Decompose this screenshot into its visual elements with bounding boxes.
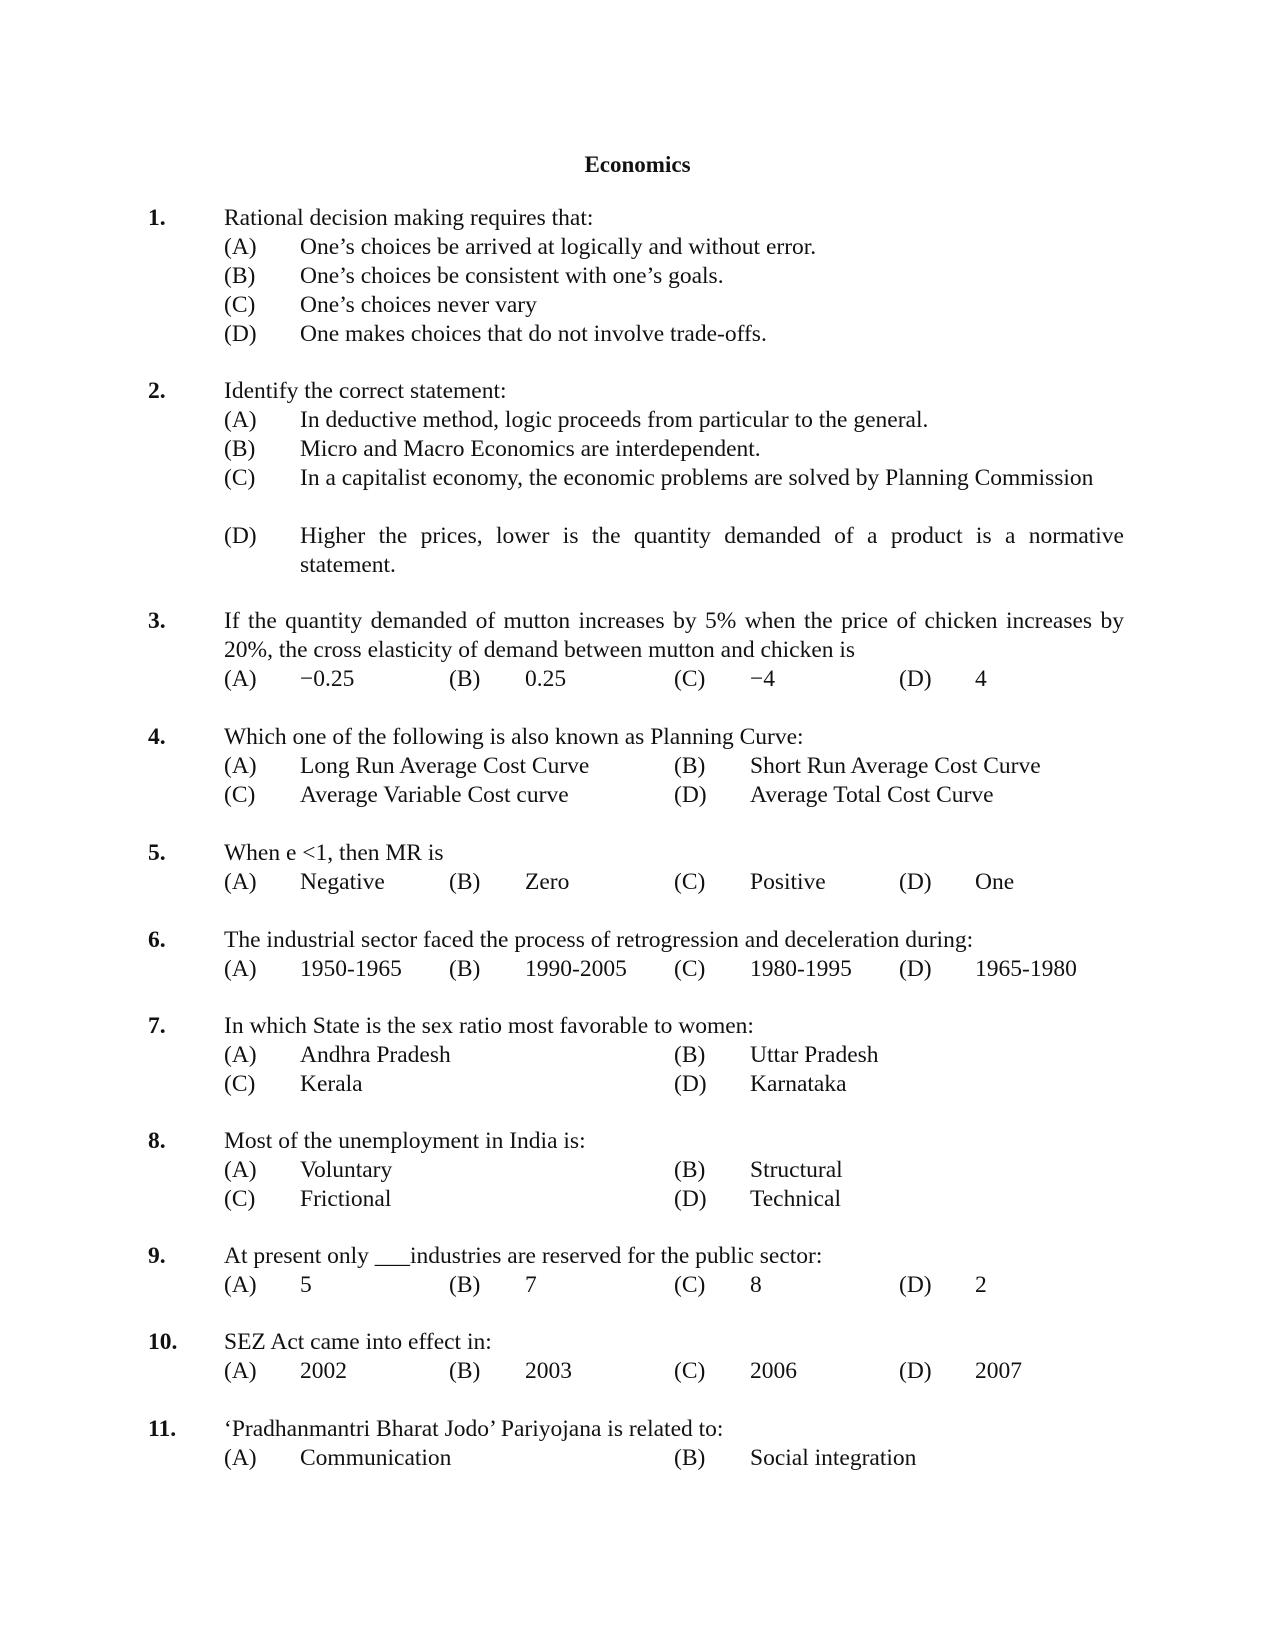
question-text: In which State is the sex ratio most favorable to women:	[224, 1013, 754, 1039]
option-text: One’s choices be arrived at logically and without error.	[300, 234, 817, 260]
option-text: Zero	[525, 869, 570, 895]
option-label: (B)	[449, 666, 481, 692]
question-text: When e <1, then MR is	[224, 840, 444, 866]
option-label: (B)	[224, 263, 256, 289]
option-text: Communication	[300, 1445, 452, 1471]
option-text: 0.25	[525, 666, 567, 692]
option-label: (B)	[449, 1358, 481, 1384]
option-text: Andhra Pradesh	[300, 1042, 451, 1068]
option-label: (A)	[224, 234, 257, 260]
option-text: 2006	[750, 1358, 797, 1384]
option-text: 2002	[300, 1358, 347, 1384]
option-text: In deductive method, logic proceeds from particular to the general.	[300, 407, 929, 433]
option-label: (D)	[899, 956, 932, 982]
option-label: (C)	[674, 869, 706, 895]
option-text: Positive	[750, 869, 826, 895]
option-label: (A)	[224, 1272, 257, 1298]
option-label: (C)	[674, 1272, 706, 1298]
question-number: 8.	[148, 1128, 166, 1154]
option-label: (D)	[899, 1272, 932, 1298]
option-text: 1965-1980	[975, 956, 1077, 982]
option-text: Long Run Average Cost Curve	[300, 753, 590, 779]
option-text: In a capitalist economy, the economic problems are solved by Planning Commission	[300, 465, 1094, 491]
option-label: (D)	[674, 1186, 707, 1212]
question-number: 11.	[148, 1416, 177, 1442]
option-text: Karnataka	[750, 1071, 847, 1097]
question-text: Rational decision making requires that:	[224, 205, 594, 231]
option-label: (C)	[224, 782, 256, 808]
option-text: One	[975, 869, 1015, 895]
option-text: 5	[300, 1272, 312, 1298]
option-label: (D)	[224, 523, 257, 549]
option-label: (D)	[899, 666, 932, 692]
option-text: Average Variable Cost curve	[300, 782, 569, 808]
option-text: Average Total Cost Curve	[750, 782, 994, 808]
option-label: (B)	[674, 1042, 706, 1068]
question-number: 9.	[148, 1243, 166, 1269]
question-number: 6.	[148, 927, 166, 953]
option-label: (B)	[449, 956, 481, 982]
option-label: (A)	[224, 1445, 257, 1471]
option-text: Frictional	[300, 1186, 392, 1212]
option-text: 7	[525, 1272, 537, 1298]
question-text: SEZ Act came into effect in:	[224, 1329, 492, 1355]
option-label: (D)	[224, 321, 257, 347]
question-number: 2.	[148, 378, 166, 404]
option-text: 2003	[525, 1358, 572, 1384]
question-number: 3.	[148, 608, 166, 634]
option-text: Kerala	[300, 1071, 363, 1097]
option-label: (C)	[224, 292, 256, 318]
option-text: One’s choices never vary	[300, 292, 537, 318]
option-label: (A)	[224, 1157, 257, 1183]
option-text: Higher the prices, lower is the quantity demanded of a product is a normative statement.	[300, 523, 1124, 578]
option-text: Micro and Macro Economics are interdependent.	[300, 436, 761, 462]
option-label: (C)	[224, 465, 256, 491]
question-number: 5.	[148, 840, 166, 866]
option-label: (C)	[674, 666, 706, 692]
option-text: Structural	[750, 1157, 843, 1183]
option-label: (D)	[674, 1071, 707, 1097]
question-text: Which one of the following is also known as Planning Curve:	[224, 724, 804, 750]
option-label: (D)	[899, 869, 932, 895]
option-label: (A)	[224, 869, 257, 895]
option-label: (A)	[224, 407, 257, 433]
option-text: Social integration	[750, 1445, 917, 1471]
option-label: (A)	[224, 1042, 257, 1068]
option-label: (B)	[674, 753, 706, 779]
page-title: Economics	[584, 152, 691, 177]
option-text: −0.25	[300, 666, 355, 692]
option-label: (D)	[899, 1358, 932, 1384]
question-number: 1.	[148, 205, 166, 231]
question-number: 7.	[148, 1013, 166, 1039]
question-number: 10.	[148, 1329, 178, 1355]
option-text: Voluntary	[300, 1157, 393, 1183]
option-label: (B)	[449, 869, 481, 895]
option-label: (B)	[674, 1157, 706, 1183]
option-label: (C)	[224, 1071, 256, 1097]
option-label: (A)	[224, 753, 257, 779]
question-text: Identify the correct statement:	[224, 378, 507, 404]
question-text: Most of the unemployment in India is:	[224, 1128, 586, 1154]
option-label: (C)	[674, 956, 706, 982]
question-text: ‘Pradhanmantri Bharat Jodo’ Pariyojana is related to:	[224, 1416, 724, 1442]
option-label: (A)	[224, 666, 257, 692]
option-text: Technical	[750, 1186, 841, 1212]
option-label: (D)	[674, 782, 707, 808]
option-text: Short Run Average Cost Curve	[750, 753, 1041, 779]
option-text: −4	[750, 666, 776, 692]
option-label: (B)	[224, 436, 256, 462]
option-text: One makes choices that do not involve trade-offs.	[300, 321, 767, 347]
question-text: If the quantity demanded of mutton increases by 5% when the price of chicken increases by 20%, the cross elasticity of demand between mutton and chicken is	[224, 608, 1124, 663]
option-label: (C)	[224, 1186, 256, 1212]
option-text: 1990-2005	[525, 956, 627, 982]
question-text: At present only ___industries are reserved for the public sector:	[224, 1243, 823, 1269]
option-text: One’s choices be consistent with one’s goals.	[300, 263, 724, 289]
option-text: Uttar Pradesh	[750, 1042, 879, 1068]
option-text: 8	[750, 1272, 762, 1298]
option-label: (B)	[674, 1445, 706, 1471]
option-label: (B)	[449, 1272, 481, 1298]
option-text: 1950-1965	[300, 956, 402, 982]
option-text: Negative	[300, 869, 385, 895]
option-label: (A)	[224, 956, 257, 982]
option-text: 2007	[975, 1358, 1022, 1384]
option-label: (A)	[224, 1358, 257, 1384]
option-text: 2	[975, 1272, 987, 1298]
question-number: 4.	[148, 724, 166, 750]
option-text: 1980-1995	[750, 956, 852, 982]
question-text: The industrial sector faced the process of retrogression and deceleration during:	[224, 927, 974, 953]
option-label: (C)	[674, 1358, 706, 1384]
option-text: 4	[975, 666, 987, 692]
